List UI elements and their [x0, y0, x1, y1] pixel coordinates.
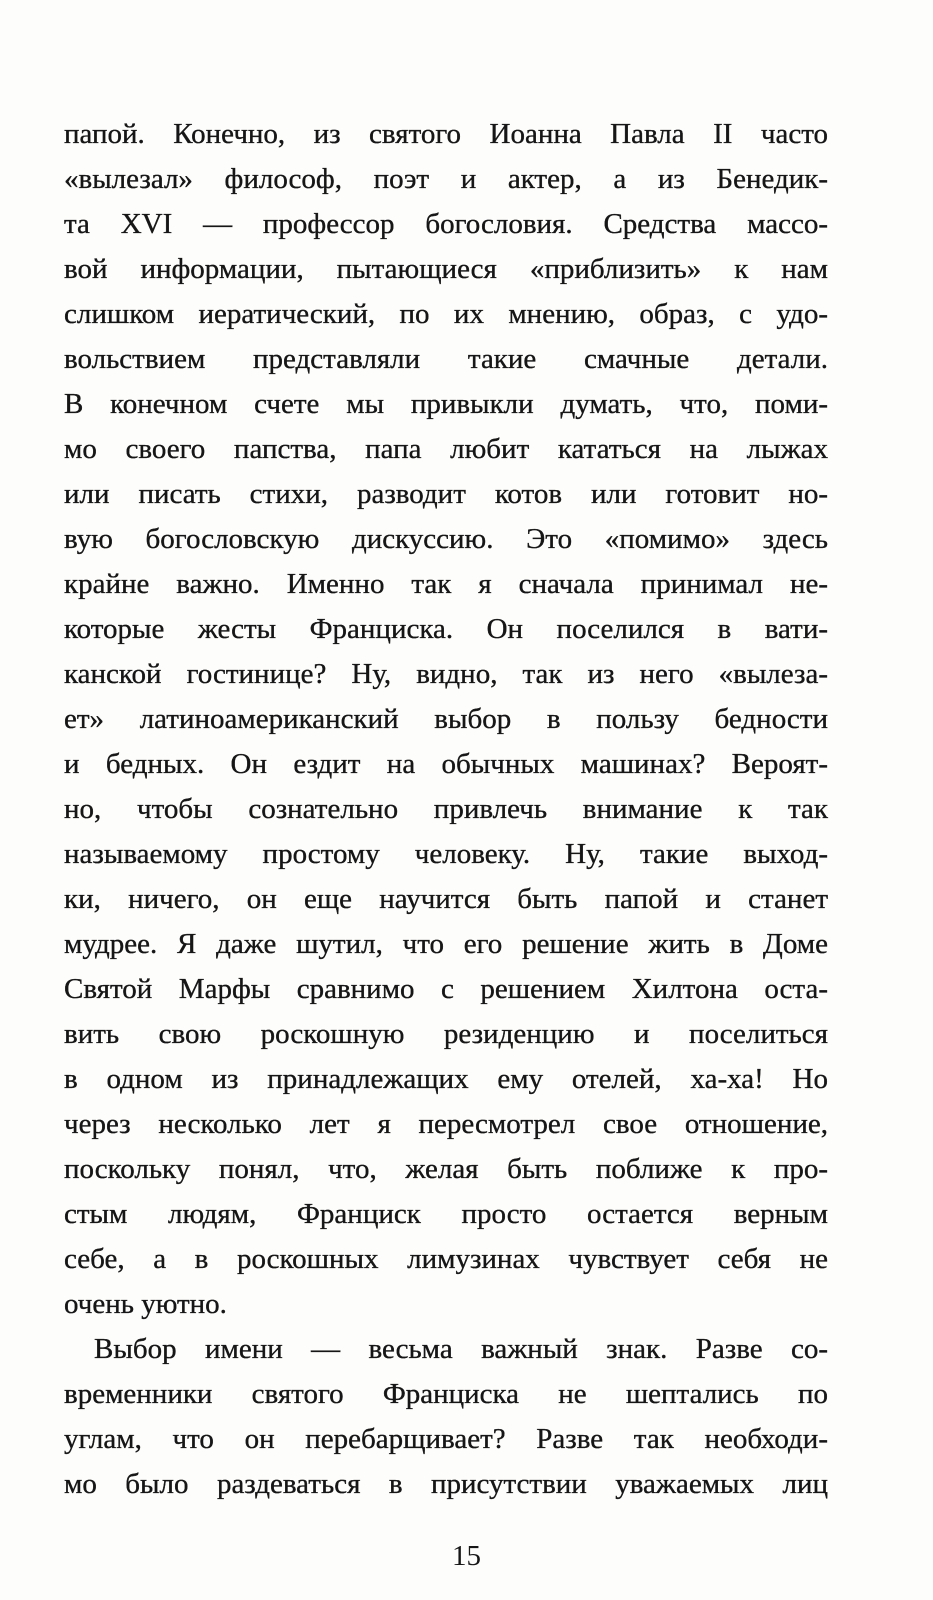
- text-line: В конечном счете мы привыкли думать, что, поми-: [64, 388, 828, 420]
- text-line: мо своего папства, папа любит кататься на лыжах: [64, 433, 828, 465]
- text-line: та XVI — профессор богословия. Средства массо-: [64, 208, 828, 240]
- text-line: или писать стихи, разводит котов или готовит но-: [64, 478, 828, 510]
- text-line: углам, что он перебарщивает? Разве так необходи-: [64, 1423, 828, 1455]
- text-line: вой информации, пытающиеся «приблизить» к нам: [64, 253, 828, 285]
- text-line: вить свою роскошную резиденцию и поселиться: [64, 1018, 828, 1050]
- text-line: мо было раздеваться в присутствии уважаемых лиц: [64, 1468, 828, 1500]
- page-number: 15: [452, 1540, 481, 1572]
- text-line: Святой Марфы сравнимо с решением Хилтона оста-: [64, 973, 828, 1005]
- text-line: вую богословскую дискуссию. Это «помимо» здесь: [64, 523, 828, 555]
- text-line: вольствием представляли такие смачные детали.: [64, 343, 828, 375]
- text-line: мудрее. Я даже шутил, что его решение жить в Доме: [64, 928, 828, 960]
- text-line: временники святого Франциска не шептались по: [64, 1378, 828, 1410]
- text-line: через несколько лет я пересмотрел свое отношение,: [64, 1108, 828, 1140]
- text-line: в одном из принадлежащих ему отелей, ха-ха! Но: [64, 1063, 828, 1095]
- text-line: ет» латиноамериканский выбор в пользу бедности: [64, 703, 828, 735]
- text-line: но, чтобы сознательно привлечь внимание к так: [64, 793, 828, 825]
- body-text: [64, 112, 828, 1507]
- text-line: папой. Конечно, из святого Иоанна Павла II часто: [64, 118, 828, 150]
- text-line: очень уютно.: [64, 1288, 227, 1320]
- text-line: ки, ничего, он еще научится быть папой и станет: [64, 883, 828, 915]
- text-line: слишком иератический, по их мнению, образ, с удо-: [64, 298, 828, 330]
- text-line: Выбор имени — весьма важный знак. Разве со-: [94, 1333, 828, 1365]
- text-line: называемому простому человеку. Ну, такие выход-: [64, 838, 828, 870]
- text-line: которые жесты Франциска. Он поселился в вати-: [64, 613, 828, 645]
- text-line: крайне важно. Именно так я сначала принимал не-: [64, 568, 828, 600]
- text-line: себе, а в роскошных лимузинах чувствует себя не: [64, 1243, 828, 1275]
- text-line: стым людям, Франциск просто остается верным: [64, 1198, 828, 1230]
- text-line: поскольку понял, что, желая быть поближе к про-: [64, 1153, 828, 1185]
- text-line: и бедных. Он ездит на обычных машинах? Вероят-: [64, 748, 828, 780]
- text-line: канской гостинице? Ну, видно, так из него «вылеза-: [64, 658, 828, 690]
- text-line: «вылезал» философ, поэт и актер, а из Бенедик-: [64, 163, 828, 195]
